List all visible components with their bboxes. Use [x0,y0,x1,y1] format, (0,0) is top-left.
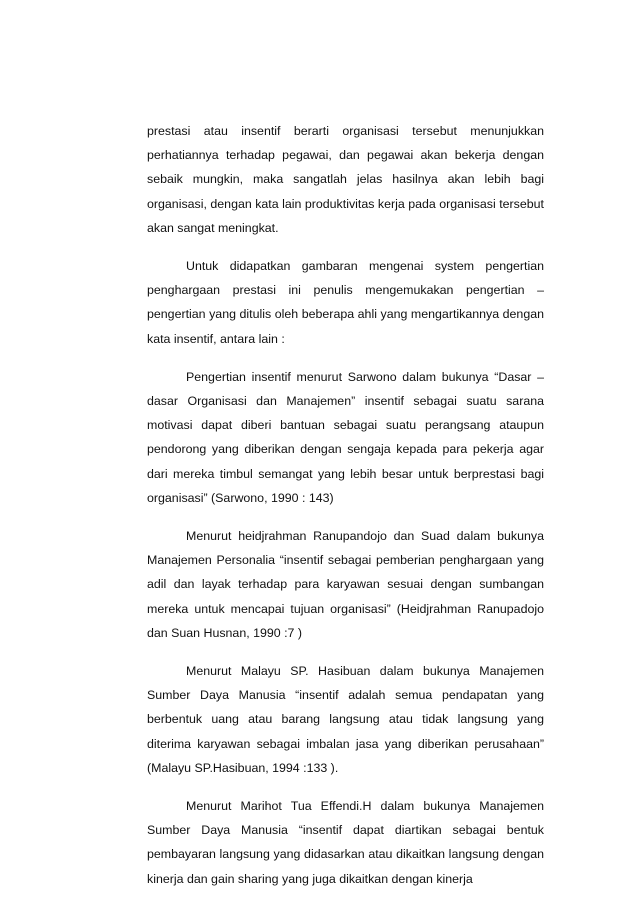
paragraph-introduction: Untuk didapatkan gambaran mengenai system pengertian penghargaan prestasi ini penulis mengemukakan pengertian – pengertian yang ditulis oleh beberapa ahli yang mengartikannya dengan kata insentif, antara lain : [147,259,544,346]
paragraph-definition-effendi: Menurut Marihot Tua Effendi.H dalam bukunya Manajemen Sumber Daya Manusia “insentif dapat diartikan sebagai bentuk pembayaran langsung yang didasarkan atau dikaitkan langsung dengan kinerja dan gain sharing yang juga dikaitkan dengan kinerja [147,799,544,886]
paragraph-continuation: prestasi atau insentif berarti organisasi tersebut menunjukkan perhatiannya terhadap pegawai, dan pegawai akan bekerja dengan sebaik mungkin, maka sangatlah jelas hasilnya akan lebih bagi organisasi, dengan kata lain produktivitas kerja pada organisasi tersebut akan sangat meningkat. [147,124,544,235]
paragraph-definition-hasibuan: Menurut Malayu SP. Hasibuan dalam bukunya Manajemen Sumber Daya Manusia “insentif adalah semua pendapatan yang berbentuk uang atau barang langsung atau tidak langsung yang diterima karyawan sebagai imbalan jasa yang diberikan perusahaan” (Malayu SP.Hasibuan, 1994 :133 ). [147,664,544,775]
paragraph-definition-ranupandojo: Menurut heidjrahman Ranupandojo dan Suad dalam bukunya Manajemen Personalia “insentif sebagai pemberian penghargaan yang adil dan layak terhadap para karyawan sesuai dengan sumbangan mereka untuk mencapai tujuan organisasi” (Heidjrahman Ranupadojo dan Suan Husnan, 1990 :7 ) [147,529,544,640]
page-body [147,119,544,905]
paragraph-definition-sarwono: Pengertian insentif menurut Sarwono dalam bukunya “Dasar – dasar Organisasi dan Manajemen” insentif sebagai suatu sarana motivasi dapat diberi bantuan sebagai suatu perangsang ataupun pendorong yang diberikan dengan sengaja kepada para pekerja agar dari mereka timbul semangat yang lebih besar untuk berprestasi bagi organisasi” (Sarwono, 1990 : 143) [147,369,544,505]
